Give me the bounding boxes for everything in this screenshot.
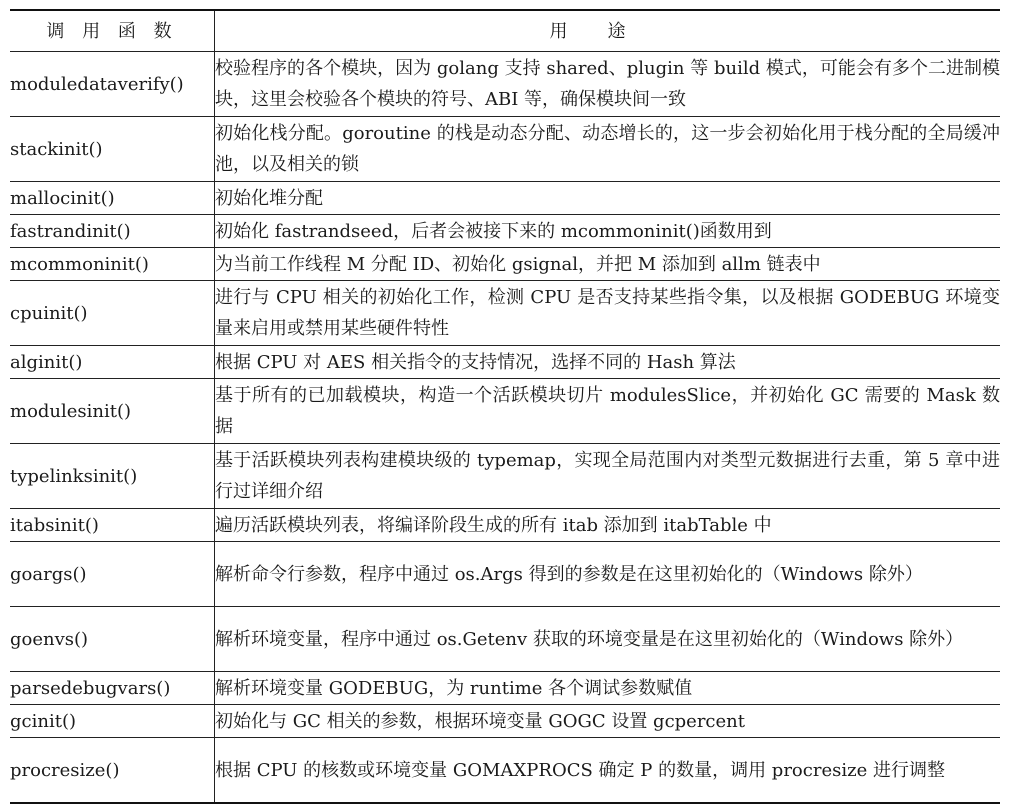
function-description: 根据 CPU 的核数或环境变量 GOMAXPROCS 确定 P 的数量，调用 procresize 进行调整 (215, 738, 1001, 804)
function-description: 初始化与 GC 相关的参数，根据环境变量 GOGC 设置 gcpercent (215, 705, 1001, 738)
function-description: 校验程序的各个模块，因为 golang 支持 shared、plugin 等 build 模式，可能会有多个二进制模块，这里会校验各个模块的符号、ABI 等，确保模块间一致 (215, 52, 1001, 117)
table-row (10, 607, 1000, 672)
table-row (10, 215, 1000, 248)
function-description: 解析环境变量 GODEBUG，为 runtime 各个调试参数赋值 (215, 672, 1001, 705)
function-name: typelinksinit() (10, 465, 138, 487)
function-name: gcinit() (10, 710, 76, 732)
table-row (10, 117, 1000, 182)
table-row (10, 379, 1000, 444)
function-name: alginit() (10, 351, 83, 373)
table-row (10, 509, 1000, 542)
function-description: 遍历活跃模块列表，将编译阶段生成的所有 itab 添加到 itabTable 中 (215, 509, 1001, 542)
function-name: moduledataverify() (10, 73, 184, 95)
function-name: goenvs() (10, 628, 89, 650)
function-name: mcommoninit() (10, 253, 149, 275)
header-purpose: 用途 (215, 10, 1001, 52)
table-row (10, 52, 1000, 117)
table-row (10, 346, 1000, 379)
function-name: stackinit() (10, 138, 103, 160)
header-function: 调 用 函 数 (46, 20, 178, 42)
function-name: goargs() (10, 563, 87, 585)
function-description: 为当前工作线程 M 分配 ID、初始化 gsignal，并把 M 添加到 allm 链表中 (215, 248, 1001, 281)
function-description: 进行与 CPU 相关的初始化工作，检测 CPU 是否支持某些指令集，以及根据 GODEBUG 环境变量来启用或禁用某些硬件特性 (215, 281, 1001, 346)
function-name: procresize() (10, 759, 120, 781)
table-row (10, 542, 1000, 607)
function-name: itabsinit() (10, 514, 99, 536)
function-description: 初始化 fastrandseed，后者会被接下来的 mcommoninit()函数用到 (215, 215, 1001, 248)
function-description: 根据 CPU 对 AES 相关指令的支持情况，选择不同的 Hash 算法 (215, 346, 1001, 379)
function-description: 基于活跃模块列表构建模块级的 typemap，实现全局范围内对类型元数据进行去重，第 5 章中进行过详细介绍 (215, 444, 1001, 509)
function-description: 基于所有的已加载模块，构造一个活跃模块切片 modulesSlice，并初始化 GC 需要的 Mask 数据 (215, 379, 1001, 444)
table-row (10, 248, 1000, 281)
function-name: parsedebugvars() (10, 677, 171, 699)
table-header-row (10, 10, 1000, 52)
function-description: 解析环境变量，程序中通过 os.Getenv 获取的环境变量是在这里初始化的（Windows 除外） (215, 607, 1001, 672)
function-name: modulesinit() (10, 400, 132, 422)
function-description: 解析命令行参数，程序中通过 os.Args 得到的参数是在这里初始化的（Windows 除外） (215, 542, 1001, 607)
function-name: cpuinit() (10, 302, 88, 324)
table-row (10, 705, 1000, 738)
runtime-init-function-table (10, 9, 1000, 804)
table-row (10, 444, 1000, 509)
table-row (10, 672, 1000, 705)
function-description: 初始化栈分配。goroutine 的栈是动态分配、动态增长的，这一步会初始化用于栈分配的全局缓冲池，以及相关的锁 (215, 117, 1001, 182)
function-description: 初始化堆分配 (215, 182, 1001, 215)
function-name: fastrandinit() (10, 220, 131, 242)
table-row (10, 738, 1000, 804)
table-row (10, 281, 1000, 346)
function-name: mallocinit() (10, 187, 115, 209)
table-row (10, 182, 1000, 215)
